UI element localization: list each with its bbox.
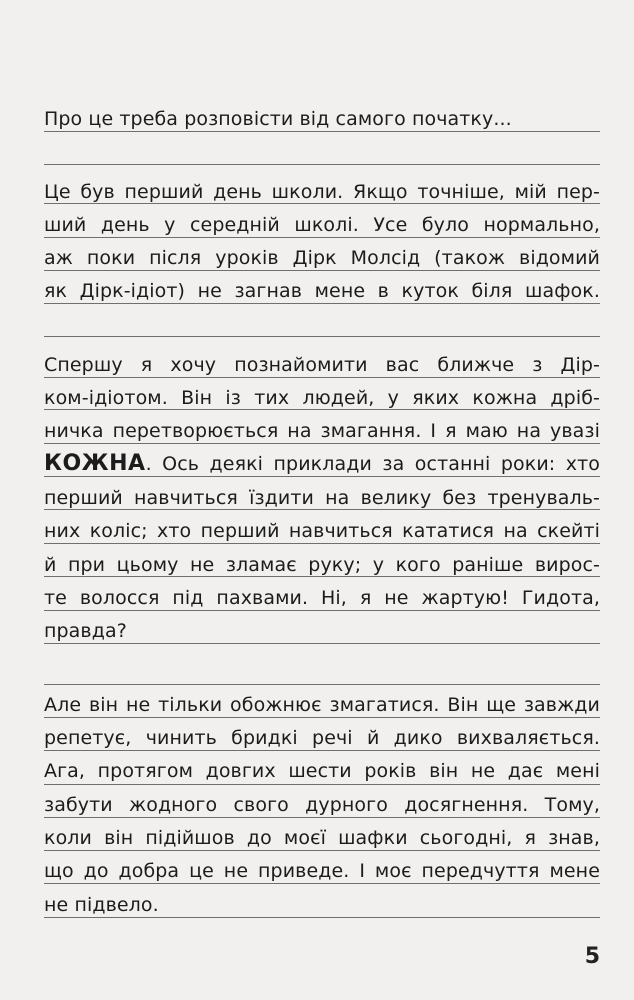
text-line: репетує, чинить бридкі речі й дико вихваляється. xyxy=(44,727,600,749)
text-line: забути жодного свого дурного досягнення. Тому, xyxy=(44,794,600,816)
text-line: правда? xyxy=(44,620,127,642)
text-line: Про це треба розповісти від самого початку... xyxy=(44,108,512,130)
text-line: те волосся під пахвами. Ні, я не жартую! Гидота, xyxy=(44,587,600,609)
text-line: Але він не тільки обожнює змагатися. Він ще завжди xyxy=(44,694,600,716)
text-line: ший день у середній школі. Усе було нормально, xyxy=(44,214,600,236)
page-number: 5 xyxy=(584,944,600,969)
text-line: не підвело. xyxy=(44,894,159,916)
text-line: й при цьому не зламає руку; у кого раніше вирос- xyxy=(44,554,600,576)
text-line-emphasis xyxy=(44,452,600,476)
emphasis-word: КОЖНА xyxy=(44,451,146,476)
text-line: перший навчиться їздити на велику без тренуваль- xyxy=(44,487,600,509)
text-line: Це був перший день школи. Якщо точніше, мій пер- xyxy=(44,181,600,203)
text-line: ком-ідіотом. Він із тих людей, у яких кожна дріб- xyxy=(44,387,600,409)
text-line: Спершу я хочу познайомити вас ближче з Дір- xyxy=(44,354,600,376)
text-line: коли він підійшов до моєї шафки сьогодні, я знав, xyxy=(44,827,600,849)
text-line: що до добра це не приведе. І моє передчуття мене xyxy=(44,860,600,882)
text-line: них коліс; хто перший навчиться кататися на скейті xyxy=(44,520,600,542)
text-line: як Дірк-ідіот) не загнав мене в куток біля шафок. xyxy=(44,280,600,302)
text-line: ничка перетворюється на змагання. І я маю на увазі xyxy=(44,420,600,442)
text-line-rest: . Ось деякі приклади за останні роки: хто xyxy=(145,453,600,475)
text-line: Ага, протягом довгих шести років він не дає мені xyxy=(44,760,600,782)
ruled-line xyxy=(44,651,600,685)
ruled-line xyxy=(44,131,600,165)
ruled-line xyxy=(44,303,600,337)
text-line: аж поки після уроків Дірк Молсід (також відомий xyxy=(44,247,600,269)
